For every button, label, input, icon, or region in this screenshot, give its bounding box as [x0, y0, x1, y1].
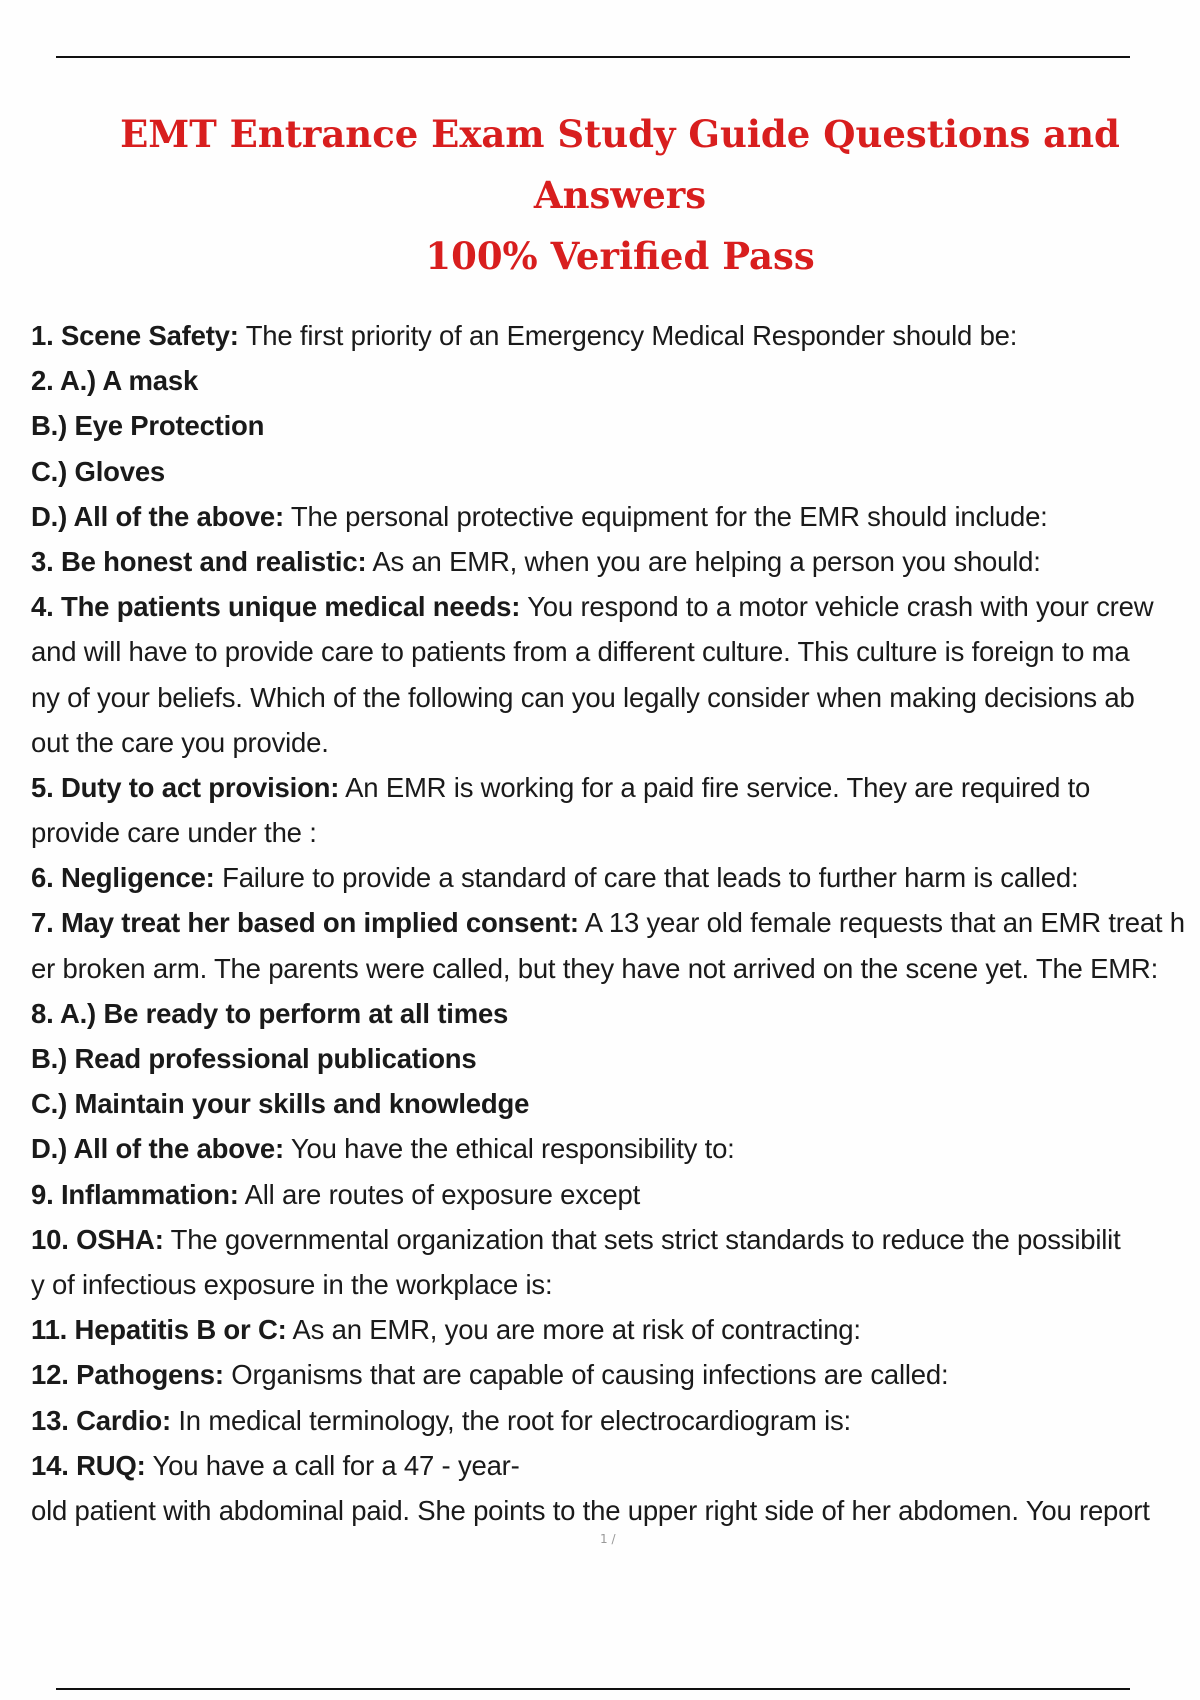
- question-text: The personal protective equipment for the EMR should include:: [283, 500, 1048, 532]
- text-line: [31, 313, 1200, 358]
- text-line: [31, 1217, 1200, 1262]
- question-text: As an EMR, you are more at risk of contracting:: [286, 1314, 861, 1346]
- text-line: [31, 1172, 1200, 1217]
- text-line: [31, 810, 1200, 855]
- answer-term: B.) Eye Protection: [31, 410, 265, 442]
- question-text: out the care you provide.: [31, 726, 329, 758]
- text-line: [31, 1352, 1200, 1397]
- question-text: er broken arm. The parents were called, but they have not arrived on the scene yet. The EMR:: [31, 952, 1159, 984]
- text-line: [31, 584, 1200, 629]
- text-line: [31, 675, 1200, 720]
- answer-term: 2. A.) A mask: [31, 365, 199, 397]
- question-text: You have a call for a 47 - year-: [145, 1449, 520, 1481]
- text-line: [31, 720, 1200, 765]
- question-text: y of infectious exposure in the workplace is:: [31, 1268, 553, 1300]
- answer-term: 10. OSHA:: [31, 1223, 164, 1255]
- answer-term: 3. Be honest and realistic:: [31, 545, 367, 577]
- text-line: [31, 1081, 1200, 1126]
- text-line: [31, 403, 1200, 448]
- text-line: [31, 1488, 1200, 1533]
- question-text: The governmental organization that sets strict standards to reduce the possibilit: [163, 1223, 1121, 1255]
- question-text: All are routes of exposure except: [238, 1178, 641, 1210]
- question-text: You have the ethical responsibility to:: [283, 1133, 735, 1165]
- text-line: [31, 855, 1200, 900]
- bottom-rule: [56, 1688, 1130, 1690]
- answer-term: C.) Maintain your skills and knowledge: [31, 1088, 530, 1120]
- question-text: You respond to a motor vehicle crash with your crew: [520, 591, 1154, 623]
- question-text: provide care under the :: [31, 817, 317, 849]
- text-line: [31, 1036, 1200, 1081]
- question-text: A 13 year old female requests that an EMR treat h: [578, 907, 1185, 939]
- page-title: [40, 104, 1200, 287]
- text-line: [31, 765, 1200, 810]
- question-text: An EMR is working for a paid fire service. They are required to: [339, 771, 1091, 803]
- answer-term: 1. Scene Safety:: [31, 320, 239, 351]
- text-line: [31, 449, 1200, 494]
- answer-term: D.) All of the above:: [31, 1133, 284, 1165]
- top-rule: [56, 56, 1130, 58]
- answer-term: 8. A.) Be ready to perform at all times: [31, 997, 509, 1029]
- answer-term: C.) Gloves: [31, 455, 166, 487]
- question-text: and will have to provide care to patients from a different culture. This culture is foreign to ma: [31, 636, 1130, 668]
- answer-term: 12. Pathogens:: [31, 1359, 224, 1391]
- question-text: The first priority of an Emergency Medical Responder should be:: [238, 320, 1018, 351]
- page-number: 1 /: [600, 1532, 616, 1546]
- question-list: [31, 313, 1200, 1533]
- answer-term: B.) Read professional publications: [31, 1043, 477, 1074]
- title-line-1: EMT Entrance Exam Study Guide Questions and Answers: [120, 112, 1120, 217]
- text-line: [31, 991, 1200, 1036]
- question-text: Organisms that are capable of causing infections are called:: [223, 1359, 949, 1391]
- text-line: [31, 1307, 1200, 1352]
- answer-term: 4. The patients unique medical needs:: [31, 591, 521, 623]
- question-text: As an EMR, when you are helping a person you should:: [366, 545, 1041, 577]
- answer-term: 7. May treat her based on implied consent:: [31, 907, 579, 939]
- text-line: [31, 900, 1200, 945]
- question-text: Failure to provide a standard of care that leads to further harm is called:: [214, 862, 1079, 894]
- text-line: [31, 539, 1200, 584]
- question-text: old patient with abdominal paid. She points to the upper right side of her abdomen. You report: [31, 1494, 1150, 1526]
- title-line-2: 100% Verified Pass: [425, 234, 815, 278]
- answer-term: D.) All of the above:: [31, 500, 284, 532]
- text-line: [31, 946, 1200, 991]
- answer-term: 9. Inflammation:: [31, 1178, 239, 1210]
- answer-term: 13. Cardio:: [31, 1404, 171, 1436]
- answer-term: 5. Duty to act provision:: [31, 771, 340, 803]
- text-line: [31, 1443, 1200, 1488]
- text-line: [31, 1262, 1200, 1307]
- answer-term: 11. Hepatitis B or C:: [31, 1314, 287, 1346]
- text-line: [31, 358, 1200, 403]
- text-line: [31, 1398, 1200, 1443]
- answer-term: 6. Negligence:: [31, 862, 215, 894]
- text-line: [31, 629, 1200, 674]
- answer-term: 14. RUQ:: [31, 1449, 146, 1481]
- text-line: [31, 1126, 1200, 1171]
- question-text: ny of your beliefs. Which of the following can you legally consider when making decisions ab: [31, 681, 1135, 713]
- text-line: [31, 494, 1200, 539]
- question-text: In medical terminology, the root for electrocardiogram is:: [170, 1404, 851, 1436]
